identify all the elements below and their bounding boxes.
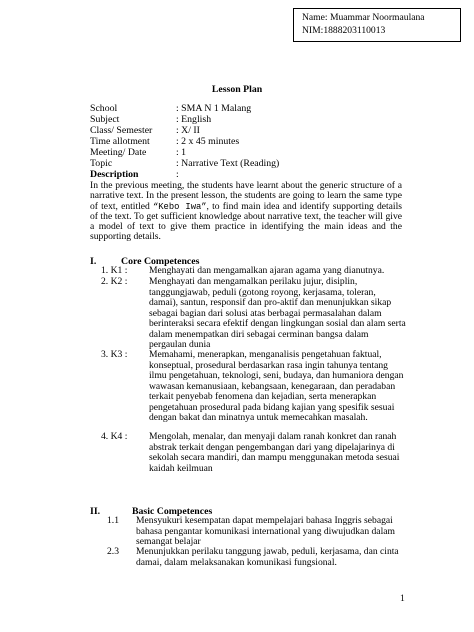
meta-label: Time allotment bbox=[90, 136, 150, 147]
meta-row-subject bbox=[90, 115, 211, 126]
meta-value: : English bbox=[176, 114, 212, 125]
meta-label: Description bbox=[90, 169, 139, 180]
core-item-number: 3. K3 : bbox=[101, 349, 128, 360]
student-info-box bbox=[293, 8, 461, 42]
meta-value: : Narrative Text (Reading) bbox=[176, 158, 280, 169]
meta-value: : SMA N 1 Malang bbox=[176, 103, 252, 114]
core-item-text: Mengolah, menalar, dan menyaji dalam ranah konkret dan ranah abstrak terkait dengan pengembangan dari yang dipelajarinya di sekolah secara mandiri, dan mampu menggunakan metoda sesuai kaidah keilmuan bbox=[149, 431, 400, 474]
section-number: II. bbox=[90, 506, 101, 517]
core-item-number: 4. K4 : bbox=[101, 431, 128, 442]
meta-row-time-allotment bbox=[90, 137, 239, 148]
meta-row-meeting-date bbox=[90, 148, 186, 159]
meta-value: : bbox=[176, 169, 179, 180]
student-name: Name: Muammar Noormaulana bbox=[302, 12, 425, 23]
meta-row-school bbox=[90, 104, 251, 115]
section-title: Basic Competences bbox=[132, 506, 213, 517]
section-number: I. bbox=[90, 256, 97, 267]
section-title: Core Competences bbox=[121, 256, 200, 267]
meta-label: School bbox=[90, 103, 118, 114]
description-text: , to find main idea and identify supporting details of the text. To get sufficient knowledge about narrative text, the teacher will give a model of text to give them practice in identifying the main ideas and the supporting details. bbox=[90, 200, 402, 243]
meta-value: : X/ II bbox=[176, 125, 200, 136]
student-nim: NIM:1888203110013 bbox=[302, 24, 386, 36]
core-item-text: Memahami, menerapkan, menganalisis pengetahuan faktual, konseptual, prosedural berdasarkan rasa ingin tahunya tentang ilmu pengetahuan, teknologi, seni, budaya, dan humaniora dengan wawasan kemanusiaan, kebangsaan, kenegaraan, dan peradaban terkait penyebab fenomena dan kejadian, serta menerapkan pengetahuan prosedural pada bidang kajian yang spesifik sesuai dengan bakat dan minatnya untuk memecahkan masalah. bbox=[149, 349, 404, 423]
meta-label: Meeting/ Date bbox=[90, 147, 147, 158]
meta-label: Topic bbox=[90, 158, 113, 169]
core-item-number: 2. K2 : bbox=[101, 276, 128, 287]
core-item-text: Menghayati dan mengamalkan ajaran agama yang dianutnya. bbox=[149, 265, 385, 276]
basic-item-number: 1.1 bbox=[107, 515, 119, 526]
basic-item-number: 2.3 bbox=[107, 546, 119, 557]
meta-row-topic bbox=[90, 159, 279, 170]
document-title: Lesson Plan bbox=[211, 84, 263, 95]
core-item-text: Menghayati dan mengamalkan perilaku jujur, disiplin, tanggungjawab, peduli (gotong royong, kerjasama, toleran, damai), santun, responsif dan pro-aktif dan menunjukkan sikap sebagai bagian dari solusi atas berbagai permasalahan dalam berinteraksi secara efektif dengan lingkungan sosial dan alam serta dalam menempatkan diri sebagai cerminan bangsa dalam pergaulan dunia bbox=[149, 276, 406, 350]
core-item-number: 1. K1 : bbox=[101, 265, 128, 276]
story-title: “Kebo Iwa” bbox=[153, 201, 207, 212]
meta-label: Class/ Semester bbox=[90, 125, 153, 136]
basic-item-text: Mensyukuri kesempatan dapat mempelajari bahasa Inggris sebagai bahasa pengantar komunikasi international yang diwujudkan dalam semangat belajar bbox=[136, 515, 395, 547]
page-number: 1 bbox=[400, 593, 405, 604]
meta-row-class-semester bbox=[90, 126, 200, 137]
meta-value: : 2 x 45 minutes bbox=[176, 136, 240, 147]
description-text: In the previous meeting, the students have learnt about the generic structure of a narrative text. In the present lesson, the students are going to learn the same type of text, entitled bbox=[90, 180, 402, 212]
meta-row-description bbox=[90, 170, 179, 181]
description-paragraph bbox=[90, 181, 402, 243]
basic-item-text: Menunjukkan perilaku tanggung jawab, peduli, kerjasama, dan cinta damai, dalam melaksanakan komunikasi fungsional. bbox=[136, 546, 399, 568]
meta-value: : 1 bbox=[176, 147, 187, 158]
meta-label: Subject bbox=[90, 114, 120, 125]
